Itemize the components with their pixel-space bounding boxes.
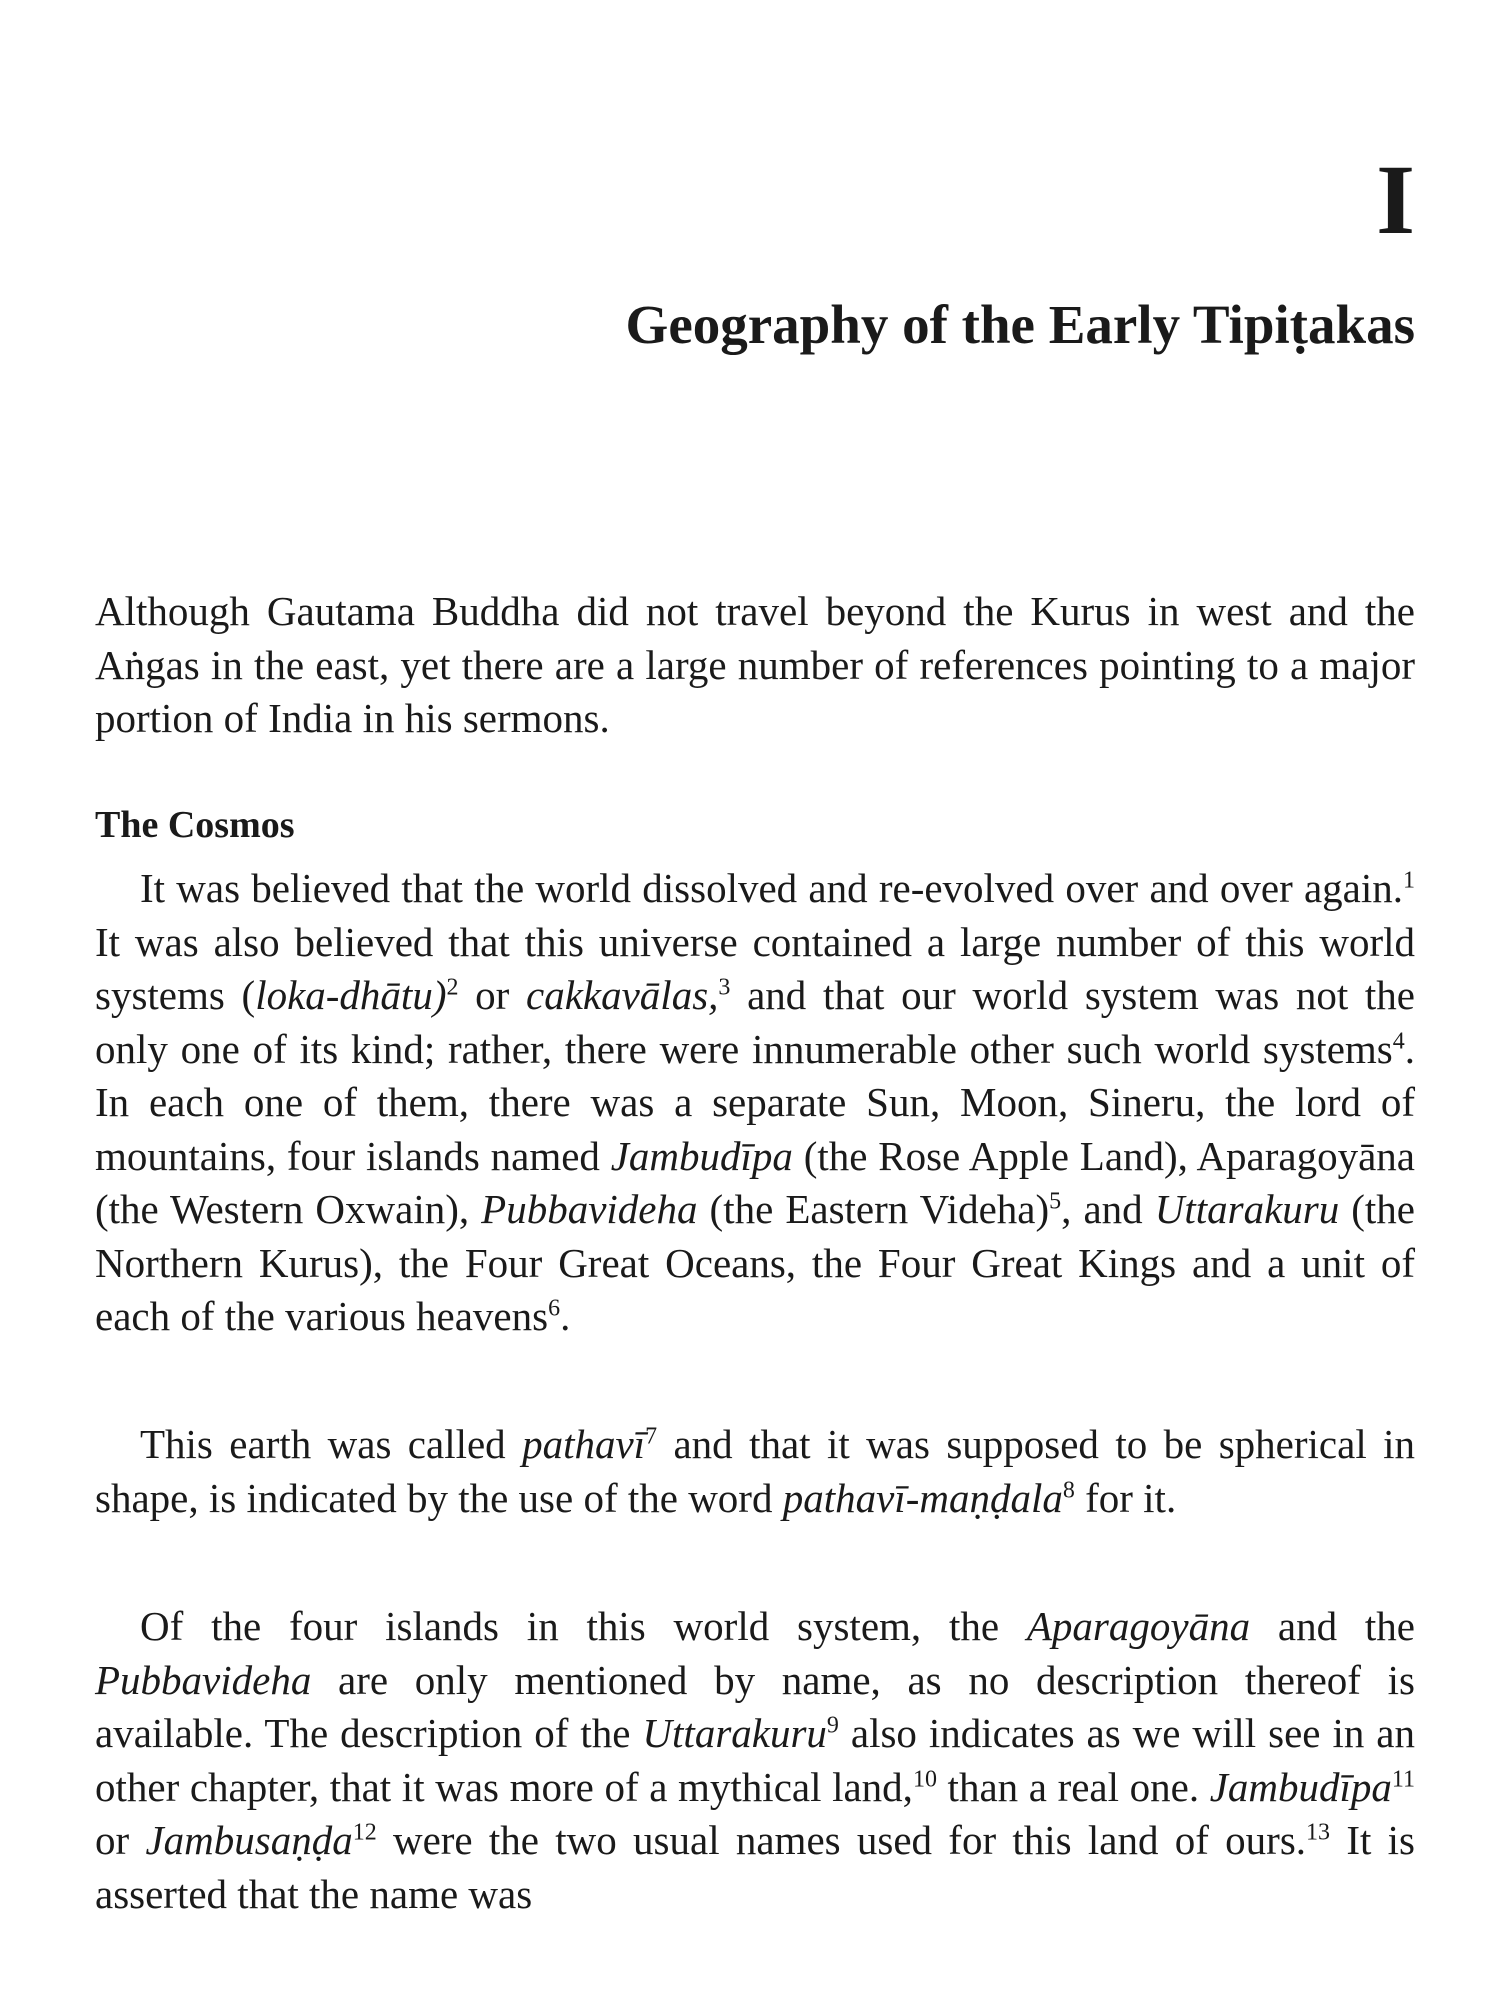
- italic-term: Uttarakuru: [642, 1710, 827, 1756]
- italic-term: Aparagoyāna: [1026, 1603, 1251, 1649]
- italic-term: Jambudīpa: [1209, 1763, 1392, 1810]
- footnote-ref: 6: [548, 1295, 561, 1322]
- text-run: were the two usual names used for this land of ours.: [376, 1817, 1307, 1863]
- text-run: . In each one of them, there was a separate Sun, Moon, Sineru, the lord of mountains, four islands named: [95, 1025, 1415, 1179]
- footnote-ref: 10: [912, 1765, 937, 1792]
- intro-paragraph: Although Gautama Buddha did not travel beyond the Kurus in west and the Aṅgas in the east, yet there are a large number of references pointing to a major portion of India in his sermons.: [95, 588, 1415, 741]
- chapter-title: Geography of the Early Tipiṭakas: [625, 294, 1415, 355]
- paragraph-cosmos-3: [95, 1600, 1415, 1921]
- footnote-ref: 1: [1403, 867, 1415, 894]
- italic-term: pathavī-maṇḍala: [782, 1474, 1063, 1521]
- text-run: for it.: [1074, 1474, 1177, 1521]
- footnote-ref: 13: [1306, 1819, 1331, 1846]
- footnote-ref: 11: [1391, 1765, 1415, 1792]
- text-run: than a real one.: [936, 1763, 1210, 1810]
- footnote-ref: 7: [645, 1423, 658, 1450]
- italic-term: Jambudīpa: [610, 1132, 793, 1179]
- text-run: It was also believed that this universe contained a large number of this world systems (: [95, 918, 1415, 1018]
- chapter-number: I: [1376, 144, 1415, 255]
- text-run: It was believed that the world dissolved and re-evolved over and over again.: [140, 865, 1403, 911]
- text-run: and that it was supposed to be spherical in shape, is indicated by the use of the word: [95, 1421, 1416, 1521]
- text-run: , and: [1061, 1186, 1155, 1232]
- italic-term: Jambusaṇḍa: [145, 1817, 353, 1863]
- italic-term: Pubbavideha: [95, 1656, 312, 1703]
- text-run: (the Northern Kurus), the Four Great Oceans, the Four Great Kings and a unit of each of the various heavens: [95, 1186, 1416, 1339]
- text-run: Of the four islands in this world system, the: [140, 1603, 1027, 1649]
- paragraph-cosmos-1: [95, 862, 1415, 1344]
- footnote-ref: 3: [718, 974, 731, 1001]
- text-run: or: [95, 1817, 146, 1863]
- footnote-ref: 4: [1392, 1027, 1405, 1054]
- footnote-ref: 9: [826, 1712, 839, 1739]
- italic-term: loka-dhātu): [255, 972, 447, 1018]
- footnote-ref: 8: [1062, 1476, 1075, 1503]
- footnote-ref: 2: [446, 974, 459, 1001]
- text-run: and that our world system was not the only one of its kind; rather, there were innumerable other such world systems: [95, 972, 1416, 1072]
- text-run: It is asserted that the name was: [95, 1817, 1415, 1917]
- text-run: .: [560, 1293, 571, 1339]
- footnote-ref: 12: [352, 1819, 377, 1846]
- text-run: (the Rose Apple Land), Aparagoyāna (the Western Oxwain),: [95, 1132, 1416, 1232]
- italic-term: cakkavālas,: [526, 972, 719, 1018]
- paragraph-cosmos-2: [95, 1418, 1415, 1525]
- text-run: and the: [1250, 1603, 1415, 1649]
- italic-term: Pubbavideha: [481, 1186, 698, 1232]
- text-run: (the Eastern Videha): [697, 1186, 1050, 1232]
- section-heading: The Cosmos: [95, 804, 295, 846]
- italic-term: Uttarakuru: [1154, 1186, 1340, 1232]
- text-run: are only mentioned by name, as no description thereof is available. The description of the: [95, 1656, 1415, 1756]
- italic-term: pathavī: [522, 1421, 646, 1467]
- text-run: This earth was called: [140, 1421, 523, 1467]
- text-run: or: [458, 972, 527, 1018]
- footnote-ref: 5: [1049, 1188, 1062, 1215]
- text-run: also indicates as we will see in an other chapter, that it was more of a mythical land,: [95, 1710, 1416, 1810]
